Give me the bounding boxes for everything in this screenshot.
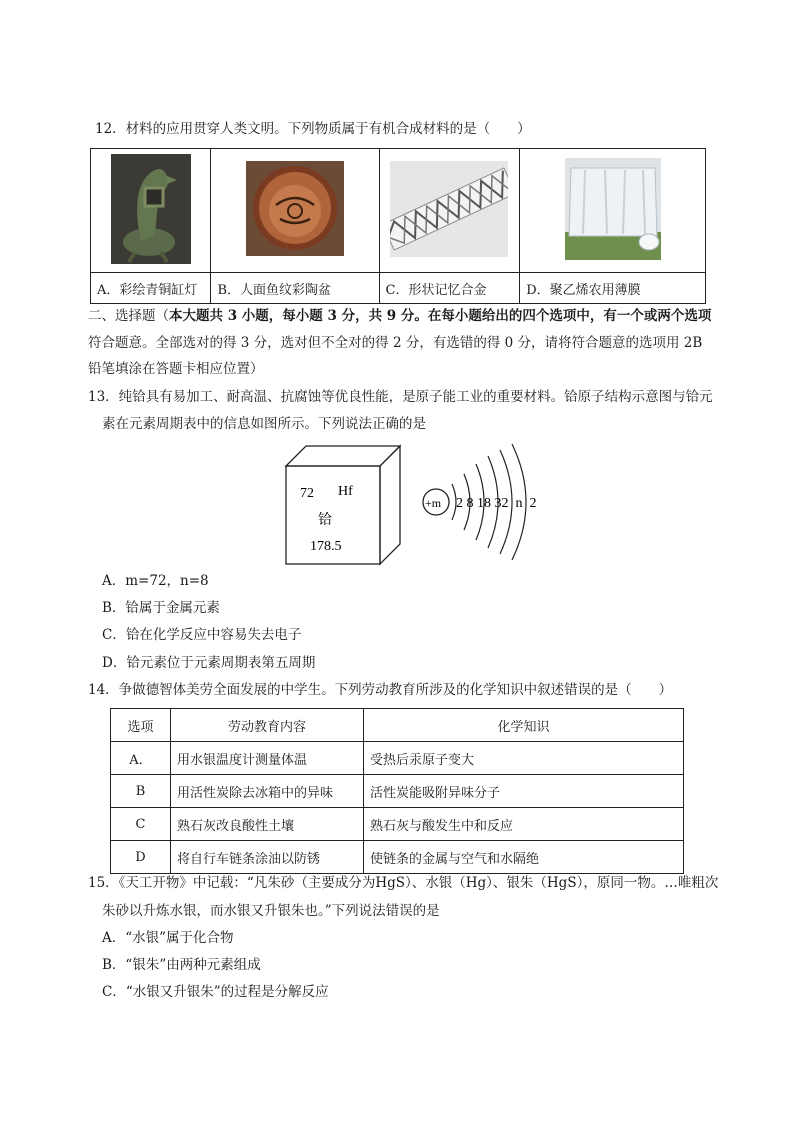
plastic-film-icon: [565, 158, 661, 260]
q13-option-a: A．m=72，n=8: [102, 573, 209, 589]
section2-line3: 铅笔填涂在答题卡相应位置）: [88, 361, 264, 377]
table-row: [111, 841, 684, 874]
q13-option-d: D．铪元素位于元素周期表第五周期: [102, 655, 316, 671]
q15-stem-line2: 朱砂以升炼水银，而水银又升银朱也。”下列说法错误的是: [102, 903, 440, 919]
nucleus-charge: +m: [425, 496, 442, 510]
section2-title: [88, 307, 711, 325]
q12-stem: 12．材料的应用贯穿人类文明。下列物质属于有机合成材料的是（ ）: [95, 121, 531, 137]
q12-pic-d: [520, 149, 706, 273]
q12-option-d: D．聚乙烯农用薄膜: [520, 273, 706, 304]
q13-stem-line1: 13．纯铪具有易加工、耐高温、抗腐蚀等优良性能，是原子能工业的重要材料。铪原子结构示意图与铪元: [88, 389, 713, 405]
section2-title-bold: 本大题共 3 小题，每小题 3 分，共 9 分。在每小题给出的四个选项中，有一个或两个选项: [169, 308, 712, 324]
q12-pic-b: [211, 149, 379, 273]
section2-line2: 符合题意。全部选对的得 3 分，选对但不全对的得 2 分，有选错的得 0 分，请将符合题意的选项用 2B: [88, 335, 703, 351]
q12-options-table: [90, 148, 706, 304]
atom-structure-diagram: [423, 444, 537, 560]
element-cube: [286, 446, 400, 564]
table-header: 化学知识: [364, 709, 684, 742]
q12-option-b: B．人面鱼纹彩陶盆: [211, 273, 379, 304]
table-row: [111, 775, 684, 808]
table-cell: 熟石灰改良酸性土壤: [171, 808, 364, 841]
q12-option-c: C．形状记忆合金: [379, 273, 520, 304]
element-symbol: Hf: [338, 484, 353, 499]
element-number: 72: [300, 486, 314, 501]
element-name: 铪: [318, 512, 332, 528]
table-row: [111, 808, 684, 841]
table-cell: 用水银温度计测量体温: [171, 742, 364, 775]
table-header-row: [111, 709, 684, 742]
q12-pic-c: [379, 149, 520, 273]
table-cell: C: [111, 808, 171, 841]
table-cell: A．: [111, 742, 171, 775]
hafnium-figure: [280, 440, 550, 570]
q14-stem: 14．争做德智体美劳全面发展的中学生。下列劳动教育所涉及的化学知识中叙述错误的是（ ）: [88, 682, 673, 698]
q12-option-a: A．彩绘青铜缸灯: [91, 273, 211, 304]
q15-option-c: C．“水银又升银朱”的过程是分解反应: [102, 984, 329, 1000]
q13-option-b: B．铪属于金属元素: [102, 600, 220, 616]
table-cell: 受热后汞原子变大: [364, 742, 684, 775]
q13-stem-line2: 素在元素周期表中的信息如图所示。下列说法正确的是: [102, 416, 426, 432]
element-mass: 178.5: [310, 539, 342, 554]
electron-shells: 2 8 18 32 n 2: [456, 496, 537, 511]
alloy-stent-icon: [390, 161, 508, 257]
q14-table: [110, 708, 684, 874]
q15-stem-line1: 15．《天工开物》中记载：“凡朱砂（主要成分为HgS）、水银（Hg）、银朱（HgS），原同一物。…唯粗次: [88, 875, 719, 891]
table-cell: 活性炭能吸附异味分子: [364, 775, 684, 808]
table-cell: B: [111, 775, 171, 808]
table-cell: 将自行车链条涂油以防锈: [171, 841, 364, 874]
q15-option-a: A．“水银”属于化合物: [102, 930, 234, 946]
table-cell: 使链条的金属与空气和水隔绝: [364, 841, 684, 874]
pottery-basin-icon: [246, 161, 344, 256]
bronze-lamp-icon: [111, 154, 191, 264]
table-row: [111, 742, 684, 775]
q13-option-c: C．铪在化学反应中容易失去电子: [102, 627, 302, 643]
table-header: 选项: [111, 709, 171, 742]
table-cell: D: [111, 841, 171, 874]
table-cell: 用活性炭除去冰箱中的异味: [171, 775, 364, 808]
section2-title-prefix: 二、选择题（: [88, 308, 169, 324]
q12-pic-a: [91, 149, 211, 273]
q15-option-b: B．“银朱”由两种元素组成: [102, 957, 261, 973]
table-header: 劳动教育内容: [171, 709, 364, 742]
table-cell: 熟石灰与酸发生中和反应: [364, 808, 684, 841]
